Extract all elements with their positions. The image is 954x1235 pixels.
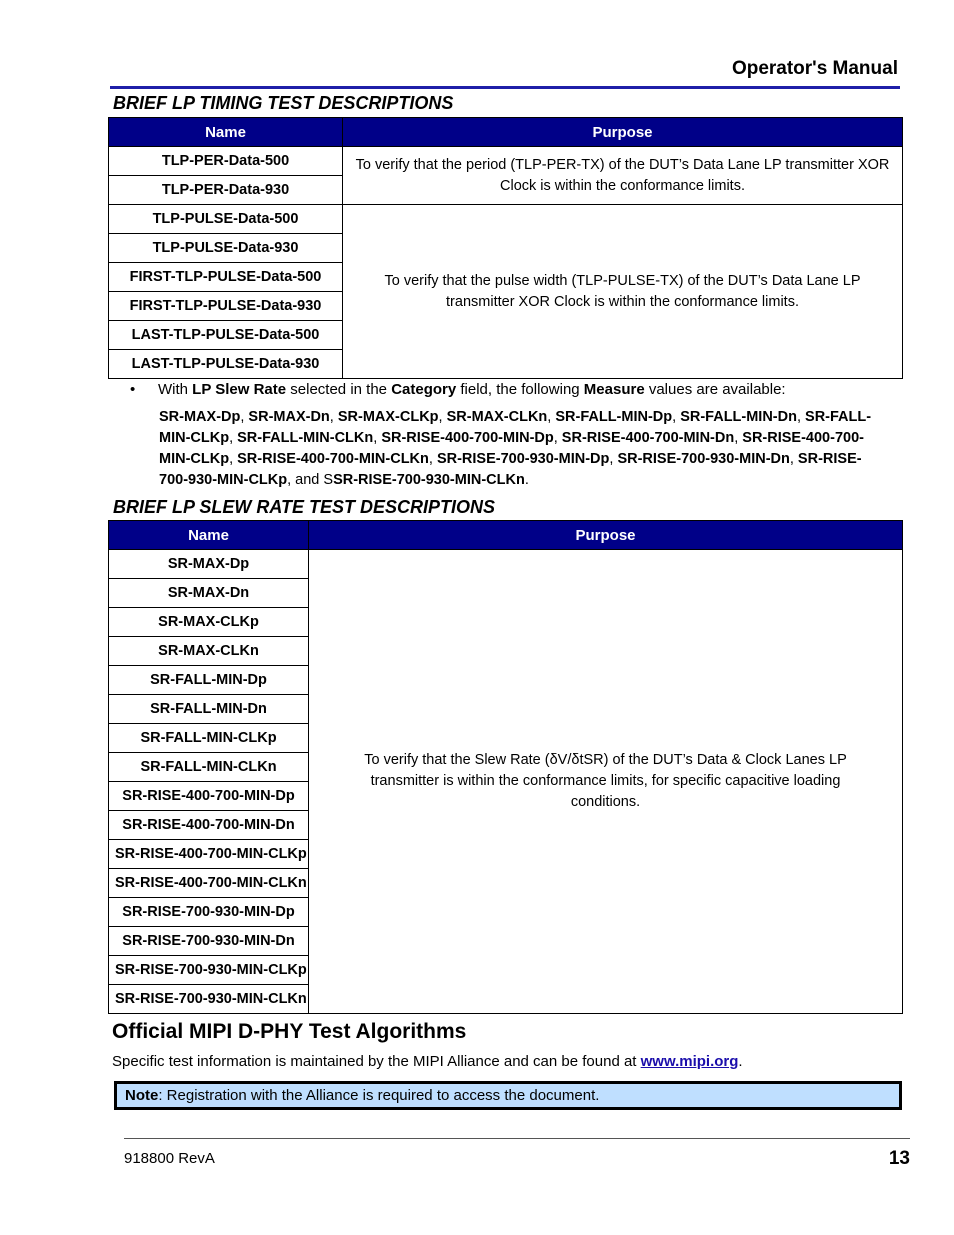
test-name: FIRST-TLP-PULSE-Data-500 [109,263,343,292]
measure-item: SR-RISE-700-930-MIN-CLKp [159,451,862,488]
timing-table-header [109,118,903,147]
test-name: SR-RISE-400-700-MIN-Dn [109,811,309,840]
measure-item: SR-FALL-MIN-CLKn [237,430,374,446]
measure-item: SR-RISE-400-700-MIN-Dn [561,430,735,446]
test-purpose: To verify that the period (TLP-PER-TX) of the DUT’s Data Lane LP transmitter XOR Clock is within the conformance limits. [343,147,903,205]
test-name: SR-RISE-700-930-MIN-CLKp [109,956,309,985]
measure-items: SR-MAX-Dp, SR-MAX-Dn, SR-MAX-CLKp, SR-MAX-CLKn, SR-FALL-MIN-Dp, SR-FALL-MIN-Dn, SR-FALL-MIN-CLKp, SR-FALL-MIN-CLKn, SR-RISE-400-700-MIN-Dp, SR-RISE-400-700-MIN-Dn, SR-RISE-400-700-MIN-CLKp, SR-RISE-400-700-MIN-CLKn, SR-RISE-700-930-MIN-Dp, SR-RISE-700-930-MIN-Dn, SR-RISE-700-930-MIN-CLKp [159,409,872,488]
measure-item: SR-FALL-MIN-Dp [555,409,673,425]
test-name: LAST-TLP-PULSE-Data-930 [109,350,343,379]
test-name: TLP-PER-Data-930 [109,176,343,205]
measure-item: SR-RISE-400-700-MIN-Dp [381,430,554,446]
timing-col-name: Name [109,118,343,147]
note-label: Note [125,1087,159,1104]
table-row [109,205,903,234]
measure-item: SR-RISE-700-930-MIN-CLKn [333,472,525,488]
mipi-link[interactable]: www.mipi.org [640,1053,739,1070]
test-name: SR-RISE-400-700-MIN-CLKp [109,840,309,869]
test-name: SR-RISE-700-930-MIN-Dp [109,898,309,927]
bullet-dot-icon: • [130,381,136,398]
test-name: SR-MAX-CLKp [109,608,309,637]
test-name: SR-RISE-700-930-MIN-Dn [109,927,309,956]
note-text: : Registration with the Alliance is required to access the document. [158,1087,600,1104]
slew-col-name: Name [109,521,309,550]
slew-section-heading: BRIEF LP SLEW RATE TEST DESCRIPTIONS [113,497,496,517]
slew-table-header [109,521,903,550]
measure-item: SR-MAX-CLKn [446,409,548,425]
page-number: 13 [888,1148,910,1169]
measure-item: SR-RISE-700-930-MIN-Dn [617,451,790,467]
measure-item: SR-MAX-Dp [159,409,241,425]
footer-rule [124,1138,910,1139]
test-purpose: To verify that the Slew Rate (δV/δtSR) of the DUT’s Data & Clock Lanes LP transmitter is within the conformance limits, for specific capacitive loading conditions. [309,550,903,1014]
test-name: SR-FALL-MIN-Dn [109,695,309,724]
slew-col-purpose: Purpose [309,521,903,550]
test-name: SR-RISE-700-930-MIN-CLKn [109,985,309,1014]
test-name: TLP-PULSE-Data-930 [109,234,343,263]
table-row [109,147,903,176]
measure-item: SR-FALL-MIN-Dn [680,409,797,425]
algorithms-text: Specific test information is maintained by the MIPI Alliance and can be found at www.mipi.org. [112,1053,743,1070]
slew-rate-table [108,520,903,1014]
measure-values-list: SR-MAX-Dp, SR-MAX-Dn, SR-MAX-CLKp, SR-MAX-CLKn, SR-FALL-MIN-Dp, SR-FALL-MIN-Dn, SR-FALL-MIN-CLKp, SR-FALL-MIN-CLKn, SR-RISE-400-700-MIN-Dp, SR-RISE-400-700-MIN-Dn, SR-RISE-400-700-MIN-CLKp, SR-RISE-400-700-MIN-CLKn, SR-RISE-700-930-MIN-Dp, SR-RISE-700-930-MIN-Dn, SR-RISE-700-930-MIN-CLKp, and SSR-RISE-700-930-MIN-CLKn. [159,409,872,488]
test-purpose: To verify that the pulse width (TLP-PULSE-TX) of the DUT’s Data Lane LP transmitter XOR Clock is within the conformance limits. [343,205,903,379]
footer-doc-id: 918800 RevA [124,1150,215,1167]
measure-item: SR-MAX-CLKp [337,409,439,425]
algorithms-title: Official MIPI D-PHY Test Algorithms [112,1020,467,1043]
test-name: SR-MAX-Dp [109,550,309,579]
test-name: LAST-TLP-PULSE-Data-500 [109,321,343,350]
timing-col-purpose: Purpose [343,118,903,147]
table-row [109,550,903,579]
page-header-title: Operator's Manual [731,58,898,79]
test-name: FIRST-TLP-PULSE-Data-930 [109,292,343,321]
test-name: SR-FALL-MIN-Dp [109,666,309,695]
header-rule [110,86,900,89]
measure-item: SR-RISE-400-700-MIN-CLKn [237,451,429,467]
measure-item: SR-RISE-700-930-MIN-Dp [436,451,610,467]
test-name: SR-MAX-CLKn [109,637,309,666]
test-name: SR-RISE-400-700-MIN-CLKn [109,869,309,898]
measure-item: SR-MAX-Dn [248,409,330,425]
test-name: SR-RISE-400-700-MIN-Dp [109,782,309,811]
timing-section-heading: BRIEF LP TIMING TEST DESCRIPTIONS [113,93,454,113]
test-name: SR-MAX-Dn [109,579,309,608]
measure-item: SR-RISE-400-700-MIN-CLKp [159,430,864,467]
timing-table [108,117,903,379]
test-name: TLP-PULSE-Data-500 [109,205,343,234]
test-name: SR-FALL-MIN-CLKp [109,724,309,753]
test-name: SR-FALL-MIN-CLKn [109,753,309,782]
note-box [114,1081,902,1110]
test-name: TLP-PER-Data-500 [109,147,343,176]
measure-item: SR-FALL-MIN-CLKp [159,409,872,446]
bullet-item: • With LP Slew Rate selected in the Category field, the following Measure values are available: [130,381,786,398]
